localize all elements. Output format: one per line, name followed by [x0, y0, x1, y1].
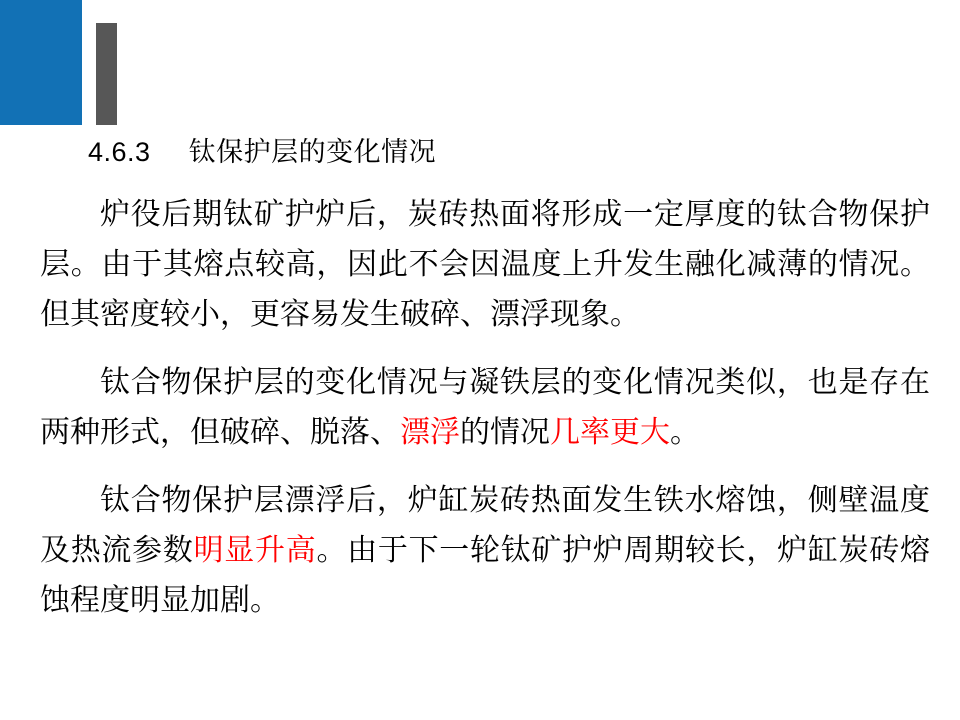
text-run: 。	[670, 416, 700, 449]
text-run: 钛合物保护层的变化情况与凝铁层的变化情况类似，也是存在两种形式，但破碎、脱落、	[40, 366, 930, 449]
text-run: 钛合物保护层漂浮后，炉缸炭砖热面发生铁水熔蚀，侧壁温度及热流参数	[40, 484, 930, 567]
paragraph-1	[40, 190, 930, 340]
heading-title: 钛保护层的变化情况	[188, 137, 437, 167]
text-run: 的情况	[460, 416, 550, 449]
blue-accent-block	[0, 0, 82, 125]
text-run: 明显升高	[193, 534, 317, 567]
text-run: 几率更大	[550, 416, 670, 449]
text-run: 。由于下一轮钛矿护炉周期较长，炉缸炭砖熔蚀程度明显加剧。	[40, 534, 931, 617]
slide-heading	[88, 130, 436, 169]
paragraph-2	[40, 358, 930, 458]
text-run: 炉役后期钛矿护炉后，炭砖热面将形成一定厚度的钛合物保护层。由于其熔点较高，因此不会因温度上升发生融化减薄的情况。但其密度较小，更容易发生破碎、漂浮现象。	[40, 198, 930, 331]
slide-body	[40, 190, 930, 626]
heading-number: 4.6.3	[88, 137, 151, 167]
gray-accent-bar	[96, 23, 117, 125]
paragraph-3	[40, 476, 930, 626]
text-run: 漂浮	[400, 416, 460, 449]
